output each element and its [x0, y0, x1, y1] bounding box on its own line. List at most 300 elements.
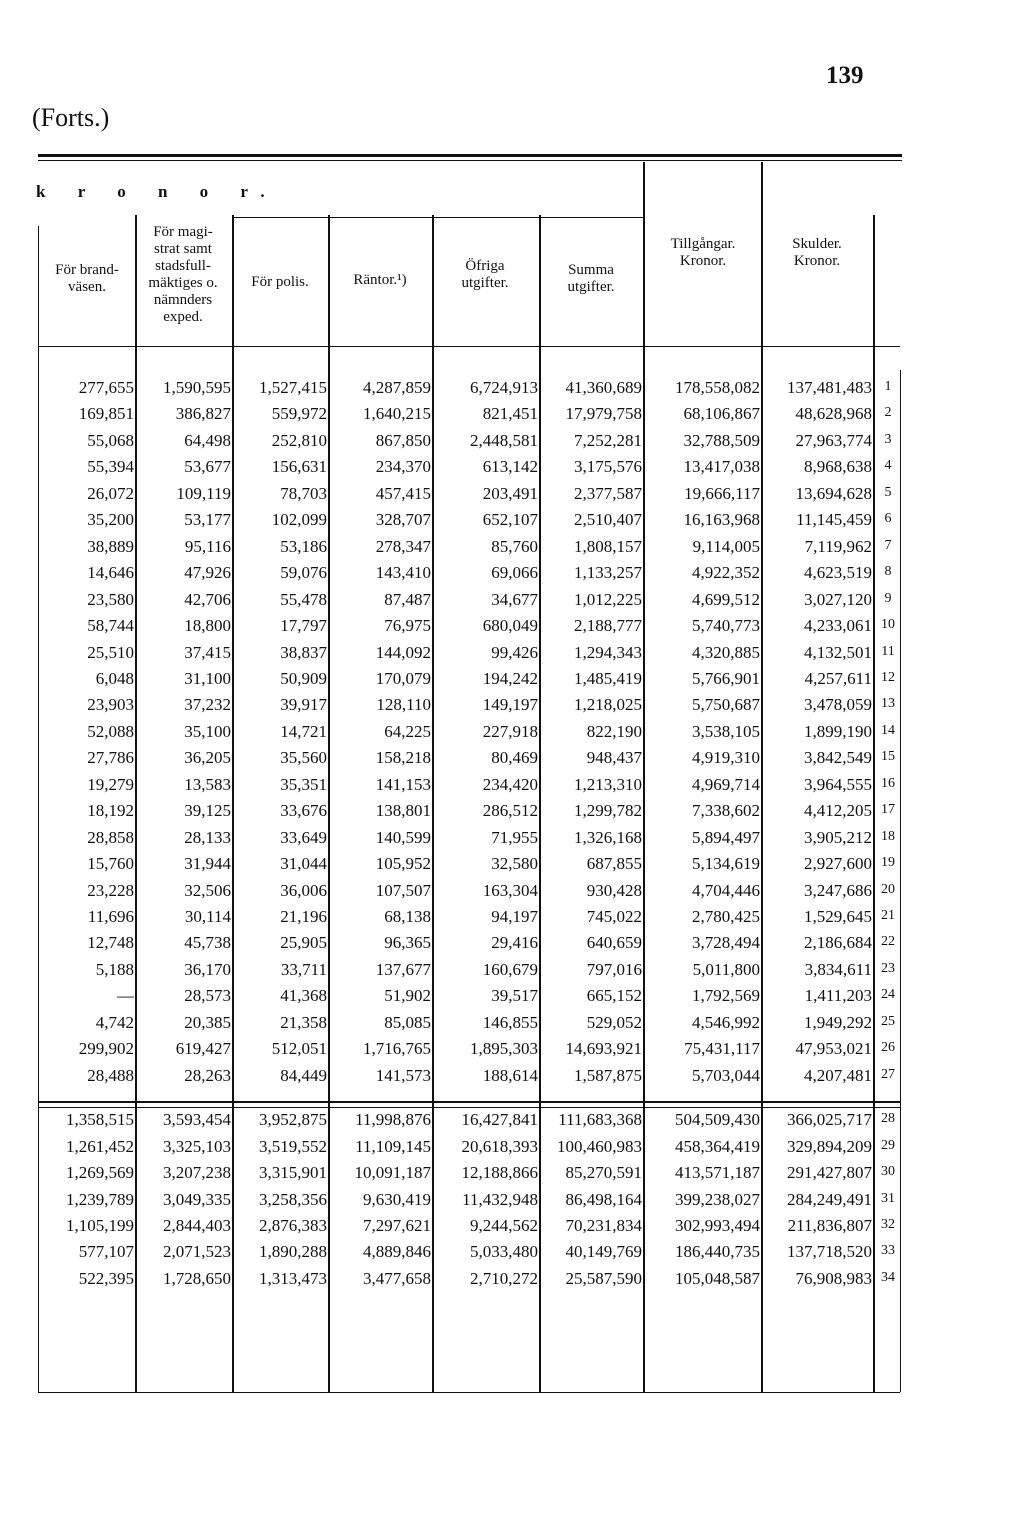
currency-heading: k r o n o r.: [36, 182, 279, 201]
table-cell: 3,478,059: [804, 695, 872, 715]
table-cell: 86,498,164: [565, 1189, 642, 1209]
table-cell: 1,218,025: [574, 695, 642, 715]
table-cell: 4,623,519: [804, 563, 872, 583]
row-number: 22: [881, 934, 895, 950]
row-number: 10: [881, 617, 895, 633]
table-cell: 3,027,120: [804, 589, 872, 609]
table-cell: 20,385: [184, 1012, 231, 1032]
table-cell: 7,252,281: [574, 430, 642, 450]
table-cell: 1,728,650: [163, 1268, 231, 1288]
top-rule: [38, 154, 902, 157]
table-cell: 31,044: [280, 854, 327, 874]
table-cell: 85,270,591: [565, 1163, 642, 1183]
table-cell: 3,175,576: [574, 457, 642, 477]
table-cell: 5,011,800: [692, 959, 760, 979]
table-cell: 5,766,901: [692, 668, 760, 688]
row-number: 13: [881, 696, 895, 712]
table-cell: 137,481,483: [787, 378, 872, 397]
table-cell: 2,377,587: [574, 483, 642, 503]
table-cell: 25,510: [87, 642, 134, 662]
table-cell: 4,699,512: [692, 589, 760, 609]
column-header-magistrat: För magi- strat samt stadsfull- mäktiges o. nämnders exped.: [148, 224, 218, 325]
table-cell: 47,953,021: [795, 1039, 872, 1059]
table-cell: 4,257,611: [804, 668, 872, 688]
table-cell: 1,261,452: [66, 1136, 134, 1156]
table-cell: 17,979,758: [565, 404, 642, 424]
table-cell: 76,908,983: [795, 1268, 872, 1288]
row-number: 24: [881, 987, 895, 1003]
table-cell: 10,091,187: [354, 1163, 431, 1183]
table-cell: 1,640,215: [363, 404, 431, 424]
table-cell: 4,889,846: [363, 1242, 431, 1262]
table-cell: 3,207,238: [163, 1163, 231, 1183]
table-cell: 1,294,343: [574, 642, 642, 662]
table-cell: 100,460,983: [557, 1136, 642, 1156]
row-number: 8: [884, 564, 892, 580]
table-cell: 5,033,480: [470, 1242, 538, 1262]
table-cell: 1,213,310: [574, 774, 642, 794]
table-cell: 27,786: [87, 748, 134, 768]
table-cell: 50,909: [280, 668, 327, 688]
table-cell: 5,188: [95, 959, 134, 979]
table-cell: 3,964,555: [804, 774, 872, 794]
row-number: 18: [881, 828, 895, 844]
table-cell: 35,351: [280, 774, 327, 794]
table-cell: 144,092: [375, 642, 431, 662]
table-cell: 4,922,352: [692, 563, 760, 583]
table-cell: 14,693,921: [565, 1039, 642, 1059]
row-number: 14: [881, 722, 895, 738]
table-cell: 160,679: [482, 959, 538, 979]
table-cell: 38,837: [280, 642, 327, 662]
column-header-tillgangar: Tillgångar. Kronor.: [670, 236, 736, 269]
table-cell: 137,677: [375, 959, 431, 979]
table-cell: 3,905,212: [804, 827, 872, 847]
table-cell: 18,192: [87, 801, 134, 821]
table-cell: 85,085: [384, 1012, 431, 1032]
table-cell: 94,197: [491, 907, 538, 926]
table-bottom-line: [38, 1392, 900, 1393]
table-cell: 458,364,419: [675, 1136, 760, 1156]
table-cell: 2,186,684: [804, 933, 872, 953]
table-cell: 64,498: [184, 430, 231, 450]
table-cell: 1,313,473: [259, 1268, 327, 1288]
table-cell: 39,125: [184, 801, 231, 821]
table-cell: 111,683,368: [558, 1110, 642, 1130]
table-cell: 3,519,552: [259, 1136, 327, 1156]
table-cell: 28,858: [87, 827, 134, 847]
table-cell: 211,836,807: [787, 1215, 872, 1235]
table-cell: 2,188,777: [574, 616, 642, 636]
table-cell: 2,510,407: [574, 510, 642, 530]
table-cell: 128,110: [376, 695, 431, 715]
table-cell: 680,049: [482, 616, 538, 636]
table-cell: 2,876,383: [259, 1215, 327, 1235]
table-cell: 1,792,569: [692, 986, 760, 1006]
table-cell: 4,546,992: [692, 1012, 760, 1032]
table-cell: 9,114,005: [692, 536, 760, 556]
table-cell: 399,238,027: [675, 1189, 760, 1209]
table-cell: 53,677: [184, 457, 231, 477]
table-cell: 38,889: [87, 536, 134, 556]
row-number: 12: [881, 669, 895, 685]
table-cell: 3,728,494: [692, 933, 760, 953]
table-cell: 84,449: [280, 1065, 327, 1085]
table-cell: 3,247,686: [804, 880, 872, 900]
column-header-skulder: Skulder. Kronor.: [792, 236, 842, 269]
table-cell: 5,134,619: [692, 854, 760, 874]
table-cell: 559,972: [271, 404, 327, 424]
table-cell: 188,614: [482, 1065, 538, 1085]
table-cell: 3,952,875: [259, 1110, 327, 1130]
table-cell: 457,415: [375, 483, 431, 503]
table-cell: 140,599: [375, 827, 431, 847]
table-cell: 1,269,569: [66, 1163, 134, 1183]
table-cell: 1,587,875: [574, 1065, 642, 1085]
table-cell: 78,703: [280, 483, 327, 503]
row-number: 25: [881, 1013, 895, 1029]
table-cell: 13,583: [184, 774, 231, 794]
table-cell: 33,711: [280, 959, 327, 979]
table-cell: 39,517: [491, 986, 538, 1006]
table-cell: —: [117, 986, 134, 1006]
table-cell: 14,646: [87, 563, 134, 583]
table-cell: 2,071,523: [163, 1242, 231, 1262]
row-number: 29: [881, 1137, 895, 1153]
table-cell: 948,437: [586, 748, 642, 768]
table-cell: 85,760: [491, 536, 538, 556]
table-cell: 821,451: [482, 404, 538, 424]
table-cell: 37,232: [184, 695, 231, 715]
table-cell: 3,258,356: [259, 1189, 327, 1209]
table-cell: 14,721: [280, 721, 327, 741]
table-cell: 23,228: [87, 880, 134, 900]
table-cell: 156,631: [271, 457, 327, 477]
table-cell: 59,076: [280, 563, 327, 583]
row-number: 9: [884, 590, 892, 606]
table-cell: 386,827: [175, 404, 231, 424]
table-cell: 137,718,520: [787, 1242, 872, 1262]
table-cell: 3,315,901: [259, 1163, 327, 1183]
table-cell: 55,068: [87, 430, 134, 450]
table-cell: 1,485,419: [574, 668, 642, 688]
table-cell: 76,975: [384, 616, 431, 636]
row-number: 21: [881, 908, 895, 923]
row-number: 31: [881, 1190, 895, 1206]
table-cell: 4,320,885: [692, 642, 760, 662]
table-cell: 52,088: [87, 721, 134, 741]
table-cell: 577,107: [78, 1242, 134, 1262]
table-cell: 302,993,494: [675, 1215, 760, 1235]
column-header-brandvasen: För brand- väsen.: [55, 262, 119, 295]
table-cell: 32,580: [491, 854, 538, 874]
table-cell: 4,207,481: [804, 1065, 872, 1085]
table-cell: 68,106,867: [683, 404, 760, 424]
table-cell: 32,506: [184, 880, 231, 900]
table-cell: 203,491: [482, 483, 538, 503]
table-cell: 138,801: [375, 801, 431, 821]
table-cell: 194,242: [482, 668, 538, 688]
table-cell: 35,560: [280, 748, 327, 768]
table-cell: 35,200: [87, 510, 134, 530]
table-cell: 2,448,581: [470, 430, 538, 450]
table-cell: 178,558,082: [675, 378, 760, 397]
table-cell: 20,618,393: [461, 1136, 538, 1156]
table-cell: 1,012,225: [574, 589, 642, 609]
table-cell: 37,415: [184, 642, 231, 662]
table-cell: 55,394: [87, 457, 134, 477]
table-cell: 39,917: [280, 695, 327, 715]
table-cell: 11,696: [87, 907, 134, 926]
table-cell: 71,955: [491, 827, 538, 847]
table-cell: 41,360,689: [565, 378, 642, 397]
table-cell: 33,649: [280, 827, 327, 847]
table-cell: 822,190: [586, 721, 642, 741]
table-cell: 47,926: [184, 563, 231, 583]
table-cell: 1,411,203: [804, 986, 872, 1006]
row-number: 15: [881, 749, 895, 765]
table-cell: 797,016: [586, 959, 642, 979]
table-cell: 512,051: [271, 1039, 327, 1059]
table-cell: 29,416: [491, 933, 538, 953]
table-cell: 95,116: [184, 536, 231, 556]
table-cell: 4,969,714: [692, 774, 760, 794]
table-cell: 3,538,105: [692, 721, 760, 741]
table-cell: 3,049,335: [163, 1189, 231, 1209]
row-number: 7: [884, 537, 892, 553]
table-cell: 58,744: [87, 616, 134, 636]
table-cell: 652,107: [482, 510, 538, 530]
table-cell: 930,428: [586, 880, 642, 900]
table-cell: 34,677: [491, 589, 538, 609]
table-cell: 4,412,205: [804, 801, 872, 821]
table-cell: 2,710,272: [470, 1268, 538, 1288]
table-cell: 11,109,145: [355, 1136, 431, 1156]
row-number: 23: [881, 960, 895, 976]
table-cell: 21,358: [280, 1012, 327, 1032]
table-cell: 53,186: [280, 536, 327, 556]
table-cell: 163,304: [482, 880, 538, 900]
table-cell: 143,410: [375, 563, 431, 583]
table-cell: 55,478: [280, 589, 327, 609]
table-cell: 11,145,459: [796, 510, 872, 530]
row-number: 27: [881, 1066, 895, 1082]
table-cell: 6,048: [95, 668, 134, 688]
header-right-rule: [761, 162, 763, 217]
table-cell: 102,099: [271, 510, 327, 530]
table-cell: 277,655: [78, 378, 134, 397]
table-cell: 2,780,425: [692, 907, 760, 926]
table-cell: 1,895,303: [470, 1039, 538, 1059]
header-bracket-line: [232, 217, 643, 218]
row-number: 20: [881, 881, 895, 897]
table-cell: 69,066: [491, 563, 538, 583]
section-separator-thin: [38, 1107, 900, 1108]
table-cell: 13,417,038: [683, 457, 760, 477]
table-cell: 146,855: [482, 1012, 538, 1032]
table-cell: 19,666,117: [684, 483, 760, 503]
column-header-rantor: Räntor.¹): [353, 272, 407, 288]
table-cell: 3,477,658: [363, 1268, 431, 1288]
table-cell: 109,119: [176, 483, 231, 503]
row-number: 16: [881, 775, 895, 791]
table-cell: 42,706: [184, 589, 231, 609]
table-cell: 252,810: [271, 430, 327, 450]
table-cell: 28,263: [184, 1065, 231, 1085]
table-cell: 1,899,190: [804, 721, 872, 741]
table-cell: 68,138: [384, 907, 431, 926]
row-number: 5: [884, 484, 892, 500]
table-cell: 30,114: [184, 907, 231, 926]
table-cell: 5,750,687: [692, 695, 760, 715]
table-cell: 9,244,562: [470, 1215, 538, 1235]
table-cell: 1,949,292: [804, 1012, 872, 1032]
table-cell: 96,365: [384, 933, 431, 953]
table-cell: 1,133,257: [574, 563, 642, 583]
column-header-polis: För polis.: [251, 274, 309, 290]
table-cell: 1,808,157: [574, 536, 642, 556]
row-number: 30: [881, 1164, 895, 1180]
table-cell: 32,788,509: [683, 430, 760, 450]
table-cell: 328,707: [375, 510, 431, 530]
table-cell: 35,100: [184, 721, 231, 741]
table-cell: 141,573: [375, 1065, 431, 1085]
row-number: 2: [884, 405, 892, 421]
table-cell: 186,440,735: [675, 1242, 760, 1262]
table-cell: 87,487: [384, 589, 431, 609]
table-cell: 504,509,430: [675, 1110, 760, 1130]
table-cell: 158,218: [375, 748, 431, 768]
table-cell: 25,587,590: [565, 1268, 642, 1288]
table-cell: 3,593,454: [163, 1110, 231, 1130]
table-cell: 33,676: [280, 801, 327, 821]
table-cell: 31,944: [184, 854, 231, 874]
table-cell: 18,800: [184, 616, 231, 636]
table-cell: 36,205: [184, 748, 231, 768]
table-cell: 36,170: [184, 959, 231, 979]
table-cell: 5,894,497: [692, 827, 760, 847]
row-number: 34: [881, 1269, 895, 1285]
table-cell: 234,420: [482, 774, 538, 794]
table-cell: 329,894,209: [787, 1136, 872, 1156]
table-cell: 25,905: [280, 933, 327, 953]
table-cell: 1,326,168: [574, 827, 642, 847]
table-cell: 107,507: [375, 880, 431, 900]
table-cell: 169,851: [78, 404, 134, 424]
table-cell: 284,249,491: [787, 1189, 872, 1209]
table-cell: 1,716,765: [363, 1039, 431, 1059]
table-cell: 619,427: [175, 1039, 231, 1059]
table-cell: 27,963,774: [795, 430, 872, 450]
table-cell: 13,694,628: [795, 483, 872, 503]
table-cell: 299,902: [78, 1039, 134, 1059]
table-cell: 99,426: [491, 642, 538, 662]
table-cell: 522,395: [78, 1268, 134, 1288]
header-right-rule: [643, 162, 645, 217]
table-cell: 9,630,419: [363, 1189, 431, 1209]
table-cell: 7,338,602: [692, 801, 760, 821]
table-cell: 36,006: [280, 880, 327, 900]
table-cell: 4,132,501: [804, 642, 872, 662]
table-cell: 4,742: [95, 1012, 134, 1032]
table-cell: 51,902: [384, 986, 431, 1006]
table-cell: 80,469: [491, 748, 538, 768]
table-cell: 366,025,717: [787, 1110, 872, 1130]
table-cell: 1,890,288: [259, 1242, 327, 1262]
table-cell: 1,358,515: [66, 1110, 134, 1130]
table-cell: 3,842,549: [804, 748, 872, 768]
table-cell: 15,760: [87, 854, 134, 874]
table-cell: 5,740,773: [692, 616, 760, 636]
table-cell: 170,079: [375, 668, 431, 688]
table-cell: 1,299,782: [574, 801, 642, 821]
column-rule: [873, 215, 875, 1392]
table-cell: 7,119,962: [804, 536, 872, 556]
table-cell: 291,427,807: [787, 1163, 872, 1183]
table-cell: 105,952: [375, 854, 431, 874]
table-cell: 2,927,600: [804, 854, 872, 874]
table-cell: 8,968,638: [804, 457, 872, 477]
table-cell: 1,239,789: [66, 1189, 134, 1209]
table-cell: 413,571,187: [675, 1163, 760, 1183]
table-cell: 1,527,415: [259, 378, 327, 397]
row-number: 6: [884, 511, 892, 527]
table-cell: 40,149,769: [565, 1242, 642, 1262]
column-header-summa: Summa utgifter.: [567, 262, 615, 295]
table-cell: 3,325,103: [163, 1136, 231, 1156]
table-cell: 26,072: [87, 483, 134, 503]
row-number: 1: [884, 379, 892, 394]
table-cell: 12,188,866: [461, 1163, 538, 1183]
row-number: 28: [881, 1111, 895, 1127]
continued-label: (Forts.): [32, 103, 110, 132]
table-cell: 28,573: [184, 986, 231, 1006]
table-cell: 4,919,310: [692, 748, 760, 768]
table-cell: 7,297,621: [363, 1215, 431, 1235]
table-cell: 70,231,834: [565, 1215, 642, 1235]
table-cell: 53,177: [184, 510, 231, 530]
table-cell: 105,048,587: [675, 1268, 760, 1288]
table-cell: 12,748: [87, 933, 134, 953]
row-number: 11: [881, 643, 895, 659]
row-number: 17: [881, 802, 895, 818]
top-rule-thin: [38, 160, 902, 161]
table-cell: 28,133: [184, 827, 231, 847]
table-cell: 149,197: [482, 695, 538, 715]
table-cell: 278,347: [375, 536, 431, 556]
table-cell: 286,512: [482, 801, 538, 821]
table-cell: 23,903: [87, 695, 134, 715]
table-cell: 31,100: [184, 668, 231, 688]
table-cell: 1,105,199: [66, 1215, 134, 1235]
table-cell: 41,368: [280, 986, 327, 1006]
row-number: 19: [881, 855, 895, 871]
table-cell: 665,152: [586, 986, 642, 1006]
table-cell: 2,844,403: [163, 1215, 231, 1235]
table-cell: 64,225: [384, 721, 431, 741]
row-number: 26: [881, 1040, 895, 1056]
page-number: 139: [826, 62, 864, 89]
table-cell: 234,370: [375, 457, 431, 477]
table-cell: 4,287,859: [363, 378, 431, 397]
header-bottom-line: [38, 346, 900, 347]
table-cell: 11,998,876: [355, 1110, 431, 1130]
table-cell: 4,233,061: [804, 616, 872, 636]
table-cell: 141,153: [375, 774, 431, 794]
table-cell: 23,580: [87, 589, 134, 609]
table-cell: 5,703,044: [692, 1065, 760, 1085]
table-cell: 1,590,595: [163, 378, 231, 397]
